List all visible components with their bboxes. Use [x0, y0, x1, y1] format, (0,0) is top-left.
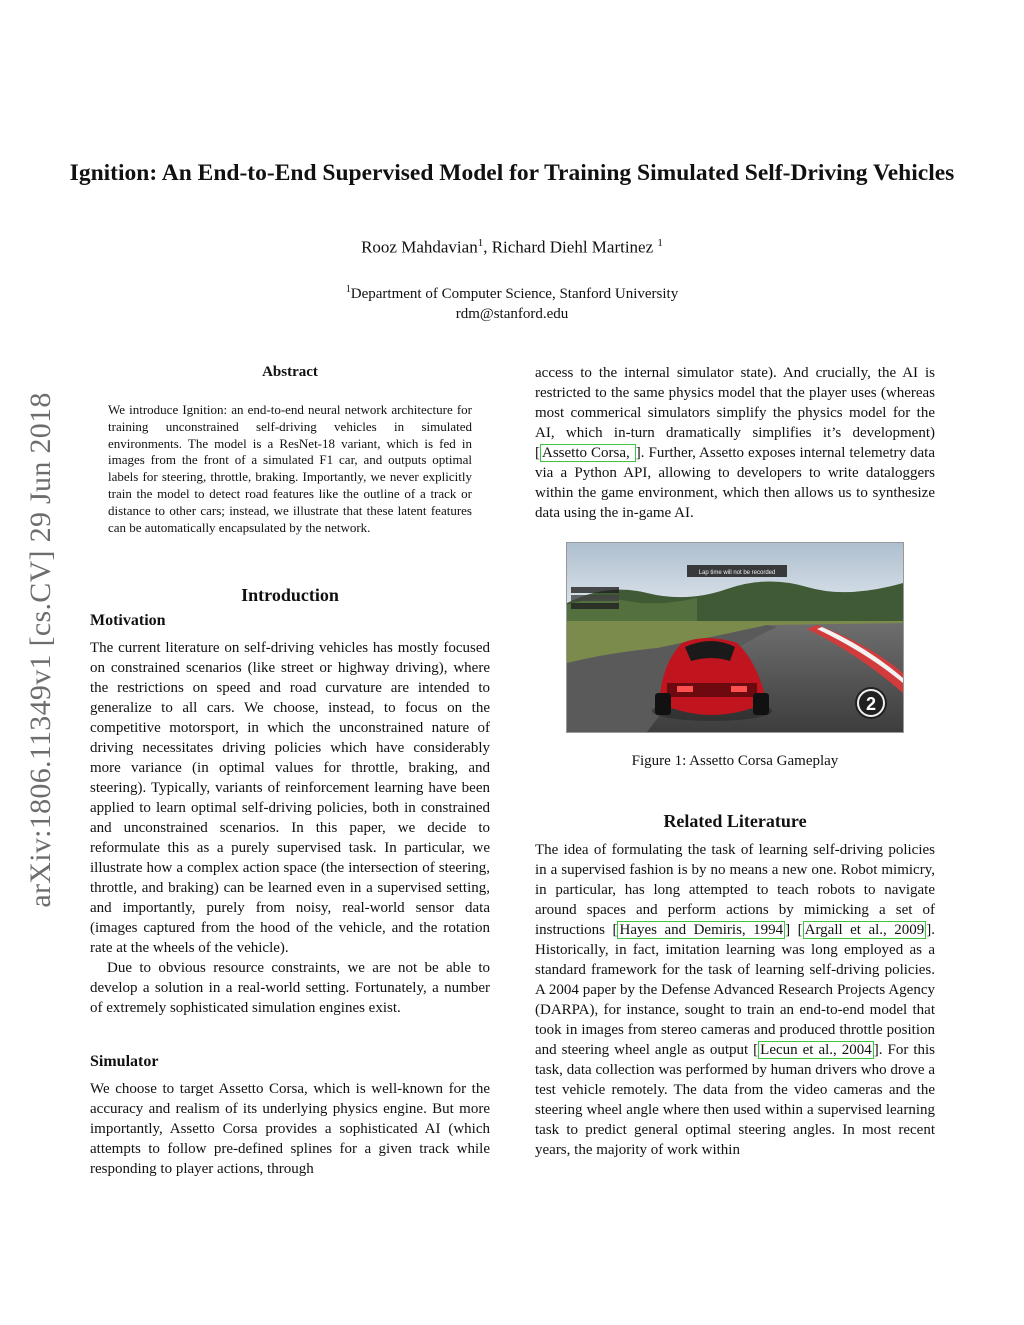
related-paragraph-1	[535, 840, 935, 1160]
author-2-affil-mark: 1	[657, 237, 663, 249]
simulator-paragraph-continued	[535, 363, 935, 523]
simulator-heading: Simulator	[90, 1053, 159, 1070]
motivation-heading: Motivation	[90, 612, 166, 629]
simulator-section	[90, 1079, 490, 1179]
introduction-heading: Introduction	[241, 585, 339, 605]
author-2: , Richard Diehl Martinez	[483, 237, 658, 257]
authors	[60, 237, 964, 258]
right-column-continuation	[535, 363, 935, 523]
motivation-paragraph-1: The current literature on self-driving vehicles has mostly focused on constrained scenarios (like street or highway driving), where the restrictions on speed and road curvature are intended to generalize to all cars. We choose, instead, to focus on the competitive motorsport, in which the unconstrained nature of driving necessitates driving policies which have considerably more variance (in optimal values for throttle, braking, and steering). Typically, variants of reinforcement learning have been applied to learn optimal self-driving policies, both in constrained and unconstrained scenarios. In this paper, we decide to reformulate this as a purely supervised task. In particular, we illustrate how a complex action space (the intersection of steering, throttle, and braking) can be learned even in a supervised setting, and importantly, purely from noisy, real-world sensor data (images captured from the hood of the vehicle, and the rotation rate at the wheels of the vehicle).	[90, 640, 490, 956]
hud-lap-message: Lap time will not be recorded	[698, 570, 776, 576]
abstract-heading: Abstract	[262, 364, 318, 380]
figure-caption: Figure 1: Assetto Corsa Gameplay	[631, 753, 839, 769]
affiliation-mark: 1	[345, 284, 351, 295]
hud-gear: 2	[865, 694, 877, 714]
gameplay-illustration	[567, 543, 903, 732]
motivation-paragraph-2: Due to obvious resource constraints, we are not be able to develop a solution in a real-world setting. Fortunately, a number of extremely sophisticated simulation engines exist.	[90, 960, 490, 1016]
author-1: Rooz Mahdavian	[361, 237, 478, 257]
motivation-section	[90, 638, 490, 1018]
related-text-a: The idea of formulating the task of learning self-driving policies in a supervised fashion is by no means a new one. Robot mimicry, in particular, has long attempted to teach robots to navigate around spaces and perform actions by mimicking a set of instructions [	[535, 842, 935, 938]
arxiv-stamp	[16, 360, 66, 940]
author-1-affil-mark: 1	[477, 237, 484, 249]
citation-assetto-corsa[interactable]: Assetto Corsa,	[542, 445, 634, 461]
abstract-text: We introduce Ignition: an end-to-end neural network architecture for training unconstrained self-driving vehicles in simulated environments. The model is a ResNet-18 variant, which is fed in images from the front of a simulated F1 car, and outputs optimal labels for steering, throttle, braking. Importantly, we never explicitly train the model to detect road features like the outline of a track or distance to other cars; instead, we illustrate that these latent features can be automatically encapsulated by the network.	[108, 402, 472, 535]
paper-title: Ignition: An End-to-End Supervised Model for Training Simulated Self-Driving Vehicles	[69, 160, 955, 186]
citation-argall[interactable]: Argall et al., 2009	[804, 922, 925, 938]
figure-gameplay-image	[566, 542, 904, 733]
related-literature-heading: Related Literature	[663, 811, 807, 831]
related-literature-section	[535, 840, 935, 1160]
continued-text-b: ]. Further, Assetto exposes internal telemetry data via a Python API, allowing to developers to write dataloggers within the game environment, which then allows us to synthesize data using the in-game AI.	[535, 445, 936, 521]
related-text-b: ] [	[785, 922, 803, 938]
email: rdm@stanford.edu	[455, 306, 569, 322]
department: Department of Computer Science, Stanford University	[350, 286, 679, 302]
citation-lecun[interactable]: Lecun et al., 2004	[760, 1042, 872, 1058]
simulator-paragraph-1: We choose to target Assetto Corsa, which is well-known for the accuracy and realism of its underlying physics engine. But more importantly, Assetto Corsa provides a sophisticated AI (which attempts to follow pre-defined splines for a given track while responding to player actions, through	[90, 1081, 490, 1177]
affiliation	[60, 280, 964, 324]
citation-hayes-demiris[interactable]: Hayes and Demiris, 1994	[619, 922, 784, 938]
continued-text-a: access to the internal simulator state). And crucially, the AI is restricted to the same physics model that the player uses (whereas most commerical simulators simplify the physics model for the AI, which in-turn dramatically simplifies it’s development) [	[535, 365, 935, 461]
related-text-c: ]. Historically, in fact, imitation learning was long employed as a standard framework for the task of learning self-driving policies. A 2004 paper by the Defense Advanced Research Projects Agency (DARPA), for instance, sought to train an end-to-end model that took in images from stereo cameras and produced throttle position and steering wheel angle as output [	[535, 922, 935, 1058]
related-text-d: ]. For this task, data collection was performed by human drivers who drove a test vehicle remotely. The data from the video cameras and the steering wheel angle where then used within a supervised learning task to predict general optimal steering angles. In most recent years, the majority of work within	[535, 1042, 935, 1158]
arxiv-stamp-text: arXiv:1806.11349v1 [cs.CV] 29 Jun 2018	[24, 392, 57, 908]
